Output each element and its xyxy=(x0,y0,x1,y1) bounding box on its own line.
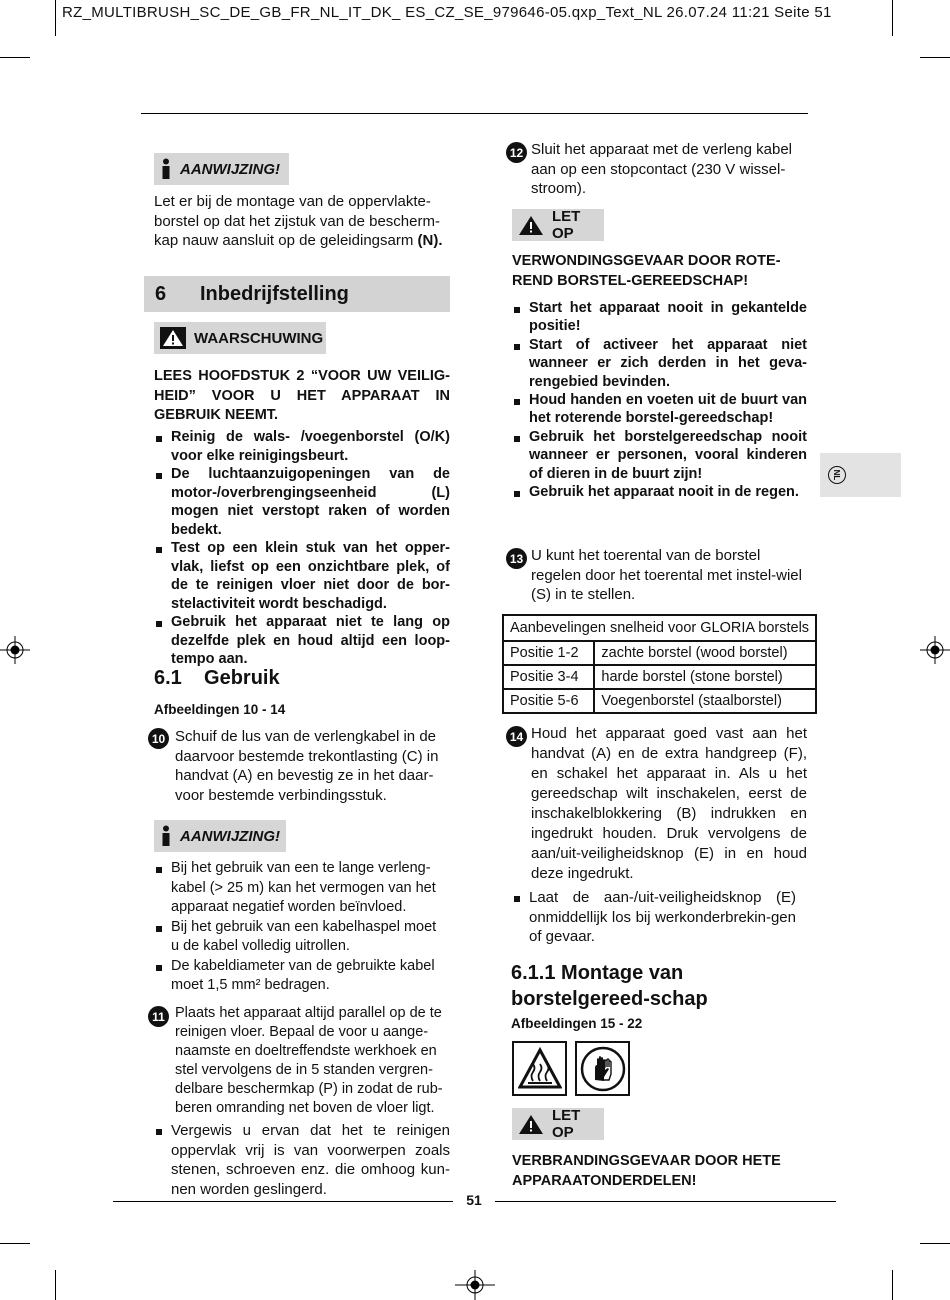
step-14-bullets xyxy=(512,888,796,947)
table-header: Aanbevelingen snelheid voor GLORIA borstels xyxy=(503,615,816,641)
list-item: Bij het gebruik van een te lange verleng-kabel (> 25 m) kan het vermogen van het apparaat negatief worden beïnvloed. xyxy=(154,859,440,918)
note-text: Let er bij de montage van de oppervlakte-borstel op dat het zijstuk van de bescherm-kap nauw aansluit op de geleidingsarm (N). xyxy=(154,193,443,249)
table-row xyxy=(503,689,816,713)
subsection-title-2: 6.1.1 Montage van borstelgereed-schap xyxy=(511,962,708,1010)
warning-label: WAARSCHUWING xyxy=(194,329,324,347)
print-header: RZ_MULTIBRUSH_SC_DE_GB_FR_NL_IT_DK_ ES_CZ_SE_979646-05.qxp_Text_NL 26.07.24 11:21 Seite 51 xyxy=(62,4,832,21)
table-cell-position: Positie 5-6 xyxy=(503,689,594,713)
crop-mark xyxy=(920,1243,950,1244)
top-rule xyxy=(141,113,808,114)
registration-mark-icon xyxy=(455,1270,495,1300)
step-number-10: 10 xyxy=(148,728,169,749)
crop-mark xyxy=(892,1270,893,1300)
list-item: Reinig de wals- /voegenborstel (O/K) voor elke reinigingsbeurt. xyxy=(154,428,450,465)
step-11-text: Plaats het apparaat altijd parallel op de te reinigen vloer. Bepaal de voor u aange-naamste en doeltreffendste werkhoek en stel vervolgens de in 5 standen vergren-delbare beschermkap (P) in zodat de rub-beren omranding net boven de vloer ligt. xyxy=(175,1005,443,1116)
info-icon xyxy=(160,158,172,180)
caution-callout xyxy=(512,209,604,241)
warning-list xyxy=(154,428,450,669)
crop-mark xyxy=(0,1243,30,1244)
registration-mark-icon xyxy=(920,636,950,664)
crop-mark xyxy=(55,1270,56,1300)
crop-mark xyxy=(920,57,950,58)
language-tab-label: NL xyxy=(828,466,846,484)
table-cell-brush: zachte borstel (wood borstel) xyxy=(594,641,816,665)
gloves-icon xyxy=(575,1041,630,1096)
warning-callout xyxy=(154,322,326,354)
table-row xyxy=(503,641,816,665)
caution-heading-2: VERBRANDINGSGEVAAR DOOR HETE APPARAATONDERDELEN! xyxy=(512,1153,781,1189)
note-label: AANWIJZING! xyxy=(180,827,280,845)
list-item: Gebruik het borstelgereedschap nooit wanneer er personen, vooral kinderen of dieren in de buurt zijn! xyxy=(512,428,807,483)
section-heading xyxy=(144,276,450,312)
figure-reference: Afbeeldingen 10 - 14 xyxy=(154,702,286,717)
list-item: Gebruik het apparaat nooit in de regen. xyxy=(512,483,807,501)
step-11-bullets xyxy=(154,1121,450,1199)
footer-rule-right xyxy=(495,1201,836,1202)
info-icon xyxy=(160,825,172,847)
section-number: 6 xyxy=(155,282,167,305)
crop-mark xyxy=(0,57,30,58)
section-title: Inbedrijfstelling xyxy=(200,282,349,305)
note-list xyxy=(154,859,440,996)
list-item: Test op een klein stuk van het opper-vlak, liefst op een onzichtbare plek, of de te reinigen vloer niet door de bor-stelactiviteit wordt beschadigd. xyxy=(154,539,450,613)
list-item: Gebruik het apparaat niet te lang op dezelfde plek en houd altijd een loop-tempo aan. xyxy=(154,613,450,669)
page-number: 51 xyxy=(466,1192,482,1208)
crop-mark xyxy=(55,0,56,36)
step-number-11: 11 xyxy=(148,1006,169,1027)
warning-heading: LEES HOOFDSTUK 2 “VOOR UW VEILIG-HEID” VOOR U HET APPARAAT IN GEBRUIK NEEMT. xyxy=(154,368,450,423)
list-item: Houd handen en voeten uit de buurt van het roterende borstel-gereedschap! xyxy=(512,391,807,428)
step-number-14: 14 xyxy=(506,726,527,747)
crop-mark xyxy=(892,0,893,36)
list-item: Laat de aan-/uit-veiligheidsknop (E) onmiddellijk los bij werkonderbrekin-gen of gevaar. xyxy=(512,888,796,947)
note-label: AANWIJZING! xyxy=(180,160,280,178)
step-10-text: Schuif de lus van de verlengkabel in de daarvoor bestemde trekontlasting (C) in handvat (A) en bevestig ze in het daar-voor bestemde verbindingsstuk. xyxy=(175,728,439,804)
note-callout-2 xyxy=(154,820,286,852)
registration-mark-icon xyxy=(0,636,30,664)
table-cell-position: Positie 3-4 xyxy=(503,665,594,689)
warning-icon xyxy=(518,214,544,236)
list-item: Vergewis u ervan dat het te reinigen oppervlak vrij is van voorwerpen zoals stenen, schroeven enz. die omhoog kun-nen worden geslingerd. xyxy=(154,1121,450,1199)
list-item: Bij het gebruik van een kabelhaspel moet u de kabel volledig uitrollen. xyxy=(154,918,440,957)
step-number-12: 12 xyxy=(506,142,527,163)
list-item: De kabeldiameter van de gebruikte kabel moet 1,5 mm² bedragen. xyxy=(154,957,440,996)
table-cell-brush: Voegenborstel (staalborstel) xyxy=(594,689,816,713)
subsection-title: 6.1 Gebruik xyxy=(154,667,280,689)
list-item: Start het apparaat nooit in gekantelde positie! xyxy=(512,299,807,336)
caution-label: LET OP xyxy=(552,208,581,242)
list-item: Start of activeer het apparaat niet wanneer er zich derden in het geva-rengebied bevinden. xyxy=(512,336,807,391)
hot-surface-icon xyxy=(512,1041,567,1096)
step-13-text: U kunt het toerental van de borstel regelen door het toerental met instel-wiel (S) in te stellen. xyxy=(531,547,802,603)
table-cell-brush: harde borstel (stone borstel) xyxy=(594,665,816,689)
list-item: De luchtaanzuigopeningen van de motor-/overbrengingseenheid (L) mogen niet verstopt raken of worden bedekt. xyxy=(154,465,450,539)
note-callout xyxy=(154,153,289,185)
figure-reference-2: Afbeeldingen 15 - 22 xyxy=(511,1016,643,1031)
caution-heading: VERWONDINGSGEVAAR DOOR ROTE-REND BORSTEL-GEREEDSCHAP! xyxy=(512,253,781,289)
caution-label: LET OP xyxy=(552,1107,581,1141)
warning-icon xyxy=(160,327,186,349)
step-14-text: Houd het apparaat goed vast aan het handvat (A) en de extra handgreep (F), en schakel het apparaat in. Als u het gereedschap wilt inschakelen, eerst de inschakelblokkering (B) indrukken en ingedrukt houden. Druk vervolgens de aan/uit-veiligheidsknop (E) in en houd deze ingedrukt. xyxy=(531,725,807,882)
warning-icon xyxy=(518,1113,544,1135)
table-cell-position: Positie 1-2 xyxy=(503,641,594,665)
step-number-13: 13 xyxy=(506,548,527,569)
step-12-text: Sluit het apparaat met de verleng kabel aan op een stopcontact (230 V wissel-stroom). xyxy=(531,141,792,197)
footer-rule-left xyxy=(113,1201,453,1202)
table-row xyxy=(503,665,816,689)
speed-table xyxy=(502,614,817,714)
caution-list xyxy=(512,299,807,501)
caution-callout-2 xyxy=(512,1108,604,1140)
